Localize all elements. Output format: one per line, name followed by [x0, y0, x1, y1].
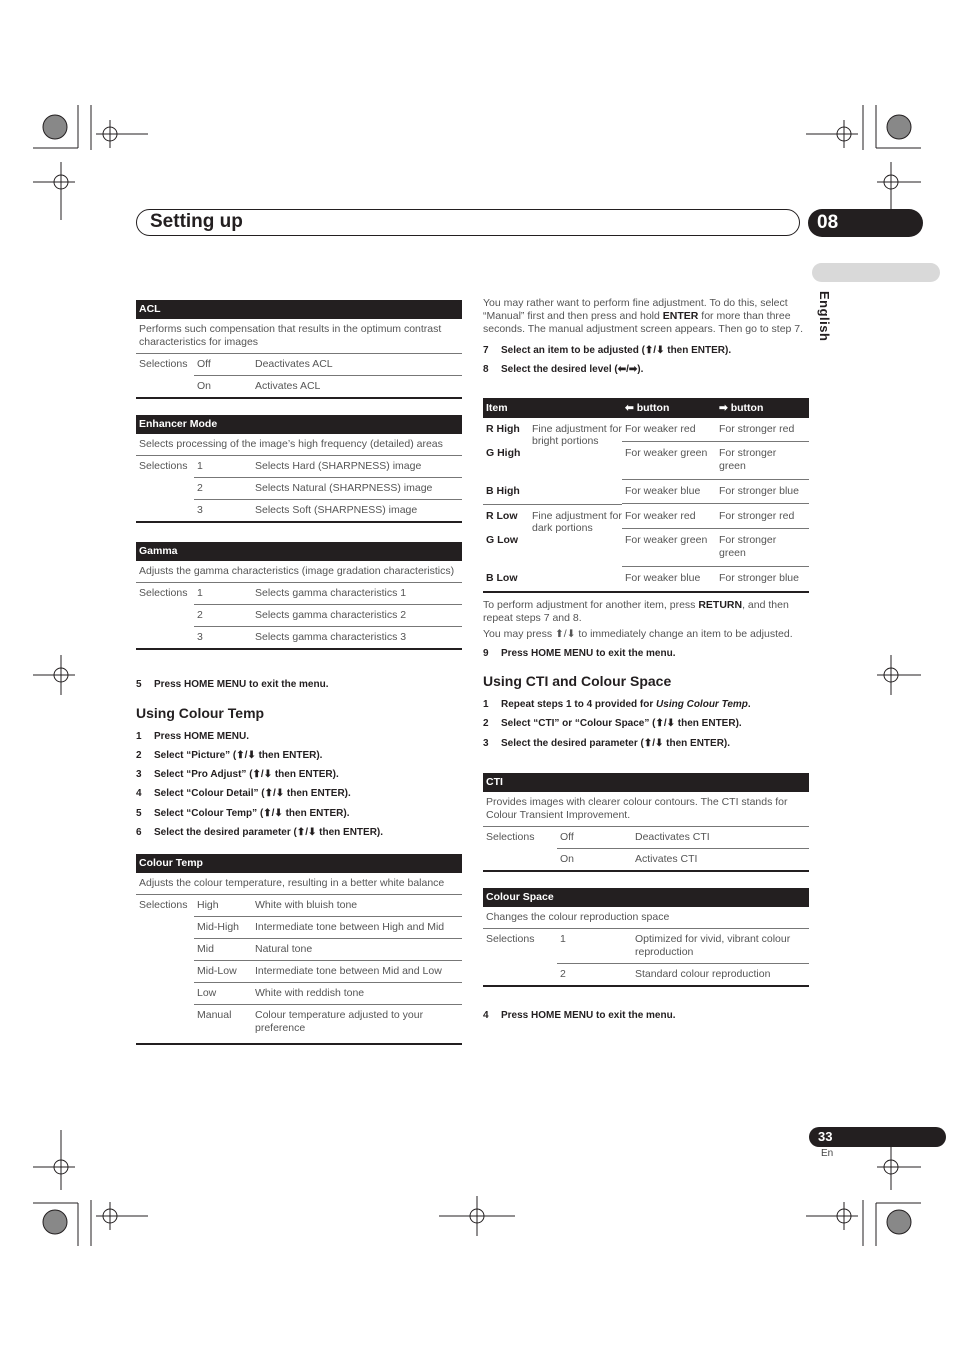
table-row: 3 Selects Soft (SHARPNESS) image: [197, 504, 418, 516]
intro-paragraph: You may rather want to perform fine adjustment. To do this, select “Manual” first and then press and hold ENTER for more than three seconds. The manual adjustment screen appears. Then go to step 7.: [483, 297, 804, 335]
acl-table: [136, 300, 462, 399]
step-item: 2 Select “Picture” (⬆/⬇ then ENTER).: [136, 750, 323, 761]
gamma-table: [136, 542, 462, 650]
table-row: Manual Colour temperature adjusted to your preference: [197, 1009, 424, 1034]
table-row: Selections Off Deactivates CTI: [483, 827, 809, 849]
table-row: Mid Natural tone: [136, 939, 462, 961]
table-description: Adjusts the gamma characteristics (image gradation characteristics): [136, 561, 462, 583]
table-row: On Activates ACL: [197, 380, 321, 392]
page-title: Setting up: [150, 211, 243, 232]
table-row: For weaker green For stronger green: [622, 529, 809, 567]
language-label: English: [817, 291, 832, 342]
table-row: 2 Selects gamma characteristics 2: [136, 605, 462, 627]
table-end-rule: [136, 397, 462, 399]
table-description: Performs such compensation that results in the optimum contrast characteristics for images: [136, 319, 462, 354]
table-row: For weaker blue For stronger blue: [625, 572, 799, 584]
step-item: 7 Select an item to be adjusted (⬆/⬇ then ENTER).: [483, 345, 732, 356]
section-heading: Using Colour Temp: [136, 705, 265, 721]
step-item: 1 Repeat steps 1 to 4 provided for Using Colour Temp.: [483, 699, 751, 710]
step-item: 4 Press HOME MENU to exit the menu.: [483, 1010, 676, 1021]
table-title: Gamma: [136, 542, 462, 561]
table-row: 3 Selects gamma characteristics 3: [197, 631, 407, 643]
group-label: Fine adjustment for bright portions: [532, 423, 622, 447]
table-header: Item ⬅ button ➡ button: [483, 398, 809, 418]
step-item: 8 Select the desired level (⬅/➡).: [483, 364, 644, 375]
table-row: Selections 1 Selects Hard (SHARPNESS) image: [136, 456, 462, 478]
table-row: For weaker red For stronger red: [622, 418, 809, 442]
step-item: 2 Select “CTI” or “Colour Space” (⬆/⬇ then ENTER).: [483, 718, 742, 729]
table-title: Enhancer Mode: [136, 415, 462, 434]
step-item: 5 Press HOME MENU to exit the menu.: [136, 679, 329, 690]
table-row: 2 Selects Natural (SHARPNESS) image: [136, 478, 462, 500]
table-description: Changes the colour reproduction space: [483, 907, 809, 929]
group-label: Fine adjustment for dark portions: [532, 510, 622, 534]
page-language-code: En: [821, 1148, 834, 1159]
table-title: ACL: [136, 300, 462, 319]
step-item: 3 Select the desired parameter (⬆/⬇ then ENTER).: [483, 738, 731, 749]
colour-space-table: [483, 888, 809, 987]
table-row: For weaker green For stronger green: [622, 442, 809, 480]
table-row: Mid-High Intermediate tone between High and Mid: [136, 917, 462, 939]
note-paragraph: You may press ⬆/⬇ to immediately change an item to be adjusted.: [483, 628, 793, 640]
cti-table: [483, 773, 809, 872]
table-end-rule: [136, 648, 462, 650]
table-end-rule: [483, 591, 809, 593]
step-item: 9 Press HOME MENU to exit the menu.: [483, 648, 676, 659]
table-description: Provides images with clearer colour contours. The CTI stands for Colour Transient Improvement.: [483, 792, 809, 827]
table-title: Colour Temp: [136, 854, 462, 873]
table-row: Low White with reddish tone: [136, 983, 462, 1005]
colour-temp-table: [136, 854, 462, 1045]
step-item: 6 Select the desired parameter (⬆/⬇ then ENTER).: [136, 827, 384, 838]
table-title: Colour Space: [483, 888, 809, 907]
table-description: Selects processing of the image’s high frequency (detailed) areas: [136, 434, 462, 456]
chapter-number-badge: 08: [808, 209, 923, 237]
table-row: Selections High White with bluish tone: [136, 895, 462, 917]
language-tab: [812, 263, 940, 282]
fine-adjustment-table: Item ⬅ button ➡ button R High G High B High Fine adjustment for bright portions For weaker red For stronger red For weaker green For stronger green For weaker blue For stronger blue R Low G Low B Low Fine adjustment for dark portions For weaker red For stronger red For weaker green For stronger green For weaker blue For stronger blue: [483, 398, 809, 593]
section-heading: Using CTI and Colour Space: [483, 673, 672, 689]
table-title: CTI: [483, 773, 809, 792]
table-row: Mid-Low Intermediate tone between Mid and Low: [136, 961, 462, 983]
table-row: Selections Off Deactivates ACL: [136, 354, 462, 376]
enhancer-mode-table: [136, 415, 462, 523]
table-end-rule: [136, 521, 462, 523]
page-number: 33: [809, 1127, 946, 1147]
table-row: Selections 1 Selects gamma characteristics 1: [136, 583, 462, 605]
table-row: 2 Standard colour reproduction: [560, 968, 771, 980]
step-item: 3 Select “Pro Adjust” (⬆/⬇ then ENTER).: [136, 769, 339, 780]
step-item: 4 Select “Colour Detail” (⬆/⬇ then ENTER).: [136, 788, 351, 799]
table-row: On Activates CTI: [560, 853, 698, 865]
table-row: For weaker red For stronger red: [622, 505, 809, 529]
table-end-rule: [483, 870, 809, 872]
table-end-rule: [483, 985, 809, 987]
step-item: 1 Press HOME MENU.: [136, 731, 250, 742]
step-item: 5 Select “Colour Temp” (⬆/⬇ then ENTER).: [136, 808, 350, 819]
table-description: Adjusts the colour temperature, resulting in a better white balance: [136, 873, 462, 895]
table-row: Selections 1 Optimized for vivid, vibrant colour reproduction: [483, 929, 809, 964]
note-paragraph: To perform adjustment for another item, press RETURN, and then repeat steps 7 and 8.: [483, 599, 789, 624]
table-end-rule: [136, 1043, 462, 1045]
table-row: For weaker blue For stronger blue: [622, 480, 809, 504]
